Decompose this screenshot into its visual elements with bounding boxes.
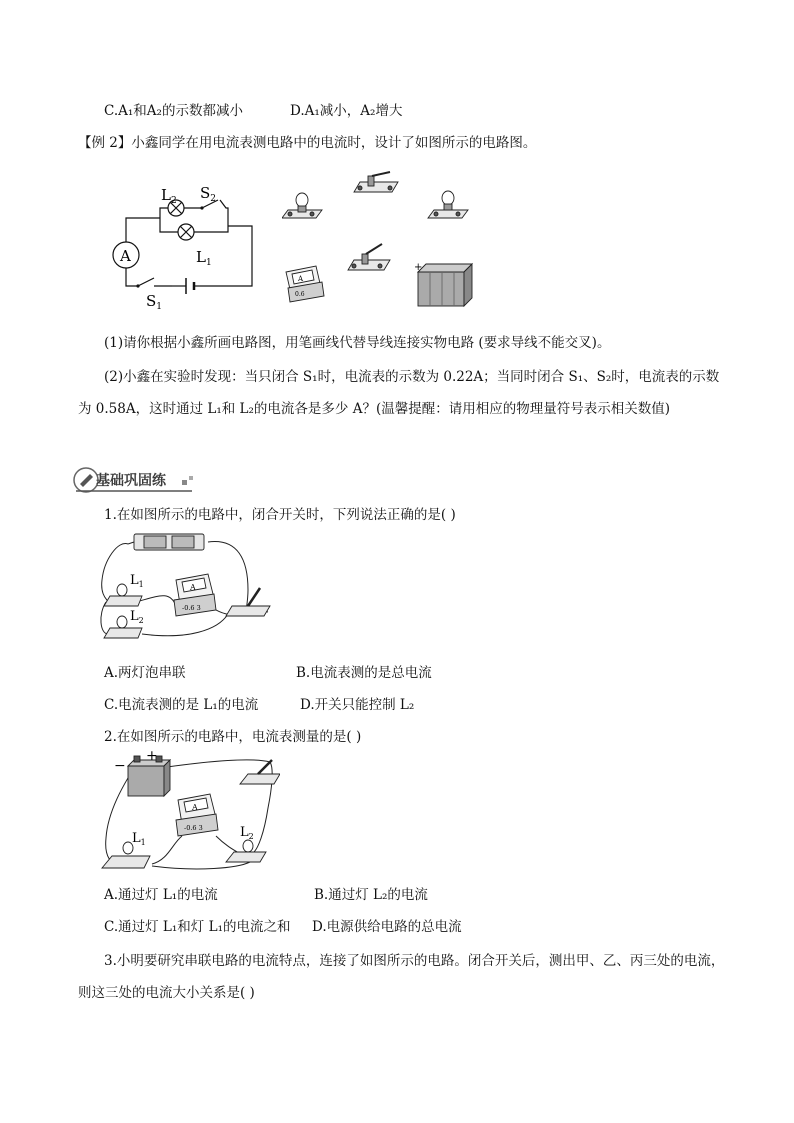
lamp-l2-base xyxy=(104,628,142,638)
label-l2: $L_2$ xyxy=(240,825,254,841)
lamp-l2-base xyxy=(226,852,266,862)
problem-1-option-a: A.两灯泡串联 xyxy=(104,665,186,681)
problem-2-text: 2.在如图所示的电路中，电流表测量的是( ) xyxy=(104,729,362,745)
problem-1-text: 1.在如图所示的电路中，闭合开关时，下列说法正确的是( ) xyxy=(104,507,456,523)
problem-2-option-c: C.通过灯 L₁和灯 L₁的电流之和 xyxy=(104,919,291,935)
battery-pack xyxy=(128,766,164,796)
circuit-schematic xyxy=(104,178,264,313)
question-2-text-cont: 为 0.58A，这时通过 L₁和 L₂的电流各是多少 A？(温馨提醒：请用相应的物理量符号表示相关数值) xyxy=(78,401,671,417)
problem-3-text: 3.小明要研究串联电路的电流特点，连接了如图所示的电路。闭合开关后，测出甲、乙、丙三处的电流， xyxy=(104,953,725,969)
battery-plus-label: + xyxy=(146,748,158,764)
lamp-l1-base xyxy=(104,596,142,606)
question-1-text: (1)请你根据小鑫所画电路图，用笔画线代替导线连接实物电路 (要求导线不能交叉)。 xyxy=(104,335,611,351)
problem-3-text-cont: 则这三处的电流大小关系是( ) xyxy=(78,985,255,1001)
switch-device xyxy=(226,606,270,616)
problem-2-circuit-figure xyxy=(98,748,280,878)
battery-minus-label: − xyxy=(114,758,126,774)
label-l1: $L_1$ xyxy=(196,248,212,268)
problem-1-option-d: D.开关只能控制 L₂ xyxy=(300,697,415,713)
problem-1-circuit-figure xyxy=(98,530,280,642)
section-title: 基础巩固练 xyxy=(96,473,166,489)
ammeter-scale: -0.6 3 xyxy=(182,604,201,612)
physical-components xyxy=(282,168,482,313)
example2-text: 【例 2】小鑫同学在用电流表测电路中的电流时，设计了如图所示的电路图。 xyxy=(78,135,537,151)
ammeter-label: A xyxy=(190,583,196,592)
battery-plus-label: + xyxy=(414,262,423,273)
problem-2-option-a: A.通过灯 L₁的电流 xyxy=(104,887,218,903)
lamp-holder-1 xyxy=(282,193,322,218)
label-s2: $S_2$ xyxy=(200,184,217,204)
label-l2: $L_2$ xyxy=(130,609,144,625)
ammeter-label: A xyxy=(192,803,198,812)
problem-1-option-c: C.电流表测的是 L₁的电流 xyxy=(104,697,259,713)
label-s1: $S_1$ xyxy=(146,292,163,312)
label-ammeter: A xyxy=(120,247,131,265)
problem-2-option-b: B.通过灯 L₂的电流 xyxy=(314,887,428,903)
ammeter-device xyxy=(286,266,324,302)
ammeter-device-label: A xyxy=(298,275,304,283)
option-c-prev: C.A₁和A₂的示数都减小 xyxy=(104,103,243,119)
label-l2: $L_2$ xyxy=(161,186,177,206)
lamp-l1-base xyxy=(102,856,150,868)
battery-box xyxy=(418,264,472,306)
problem-1-option-b: B.电流表测的是总电流 xyxy=(296,665,432,681)
switch-2 xyxy=(348,244,390,270)
question-2-text: (2)小鑫在实验时发现：当只闭合 S₁时，电流表的示数为 0.22A；当同时闭合 S₁、S₂时，电流表的示数 xyxy=(104,369,720,385)
switch-device xyxy=(240,774,280,784)
switch-1 xyxy=(354,172,398,192)
ammeter-scale: -0.6 3 xyxy=(184,824,203,832)
problem-2-option-d: D.电源供给电路的总电流 xyxy=(312,919,462,935)
label-l1: $L_1$ xyxy=(130,573,144,589)
option-d-prev: D.A₁减小，A₂增大 xyxy=(290,103,403,119)
lamp-holder-2 xyxy=(428,191,468,218)
ammeter-scale-label: 0.6 xyxy=(295,291,305,298)
label-l1: $L_1$ xyxy=(132,831,146,847)
